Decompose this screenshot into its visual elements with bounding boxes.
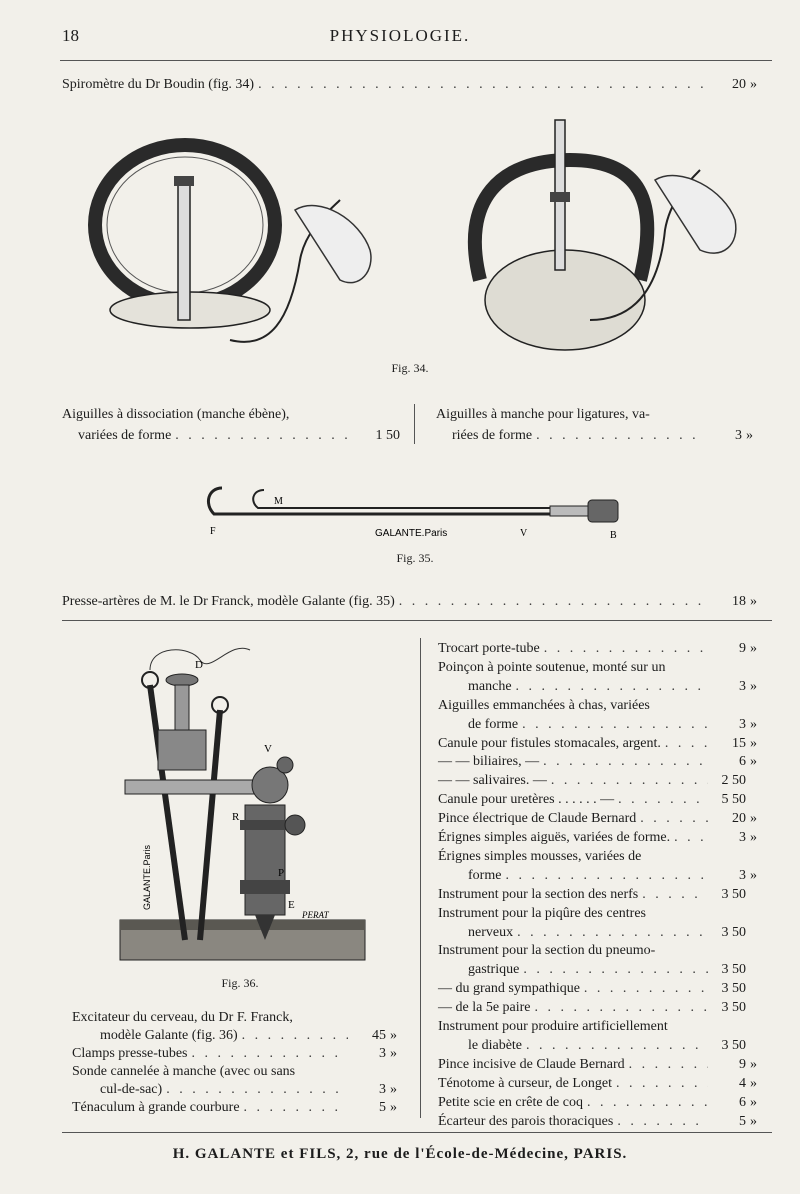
left-item-1: modèle Galante (fig. 36) . . . 45 » — [100, 1028, 412, 1044]
fig35-letter-b: B — [610, 530, 617, 541]
footer-rule — [62, 1132, 772, 1133]
right-list-item: — — biliaires, — . . . 6 » — [438, 754, 772, 770]
header-rule — [60, 60, 772, 61]
right-item-price: 3 — [739, 717, 746, 732]
right-list-item: Trocart porte-tube . . . 9 » — [438, 641, 772, 657]
column-divider — [414, 404, 415, 444]
aiguilles-dissociation-line1: Aiguilles à dissociation (manche ébène), — [62, 407, 290, 422]
right-item-price: 3 50 — [721, 1038, 746, 1053]
spirometer-figure-left — [90, 140, 390, 360]
right-item-price: 3 50 — [721, 925, 746, 940]
right-list-item: Poinçon à pointe soutenue, monté sur un — [438, 660, 666, 675]
fig36-caption: Fig. 36. — [221, 976, 259, 990]
right-item-price: 3 — [739, 868, 746, 883]
right-item-price: 3 — [739, 830, 746, 845]
right-item-price: 2 50 — [721, 773, 746, 788]
fig35-letter-f: F — [210, 526, 216, 537]
presse-arteres-figure — [200, 480, 630, 540]
fig34-caption: Fig. 34. — [391, 361, 429, 375]
spirometre-price: 20 — [732, 77, 746, 92]
left-item-4: Ténaculum à grande courbure . . . 5 » — [72, 1100, 412, 1116]
right-list-item: nerveux . . . 3 50 — [468, 925, 772, 941]
right-list-item: forme . . . 3 » — [468, 868, 772, 884]
section-rule — [62, 620, 772, 621]
right-item-price: 3 50 — [721, 887, 746, 902]
right-item-price: 3 50 — [721, 1000, 746, 1015]
fig36-letter-r: R — [232, 811, 240, 823]
right-item-price: 3 — [739, 679, 746, 694]
fig36-letter-d: D — [195, 659, 203, 671]
presse-arteres-entry: Presse-artères de M. le Dr Franck, modèle Galante (fig. 35) . . . 18 » — [62, 594, 772, 610]
right-list-item: Instrument pour produire artificiellement — [438, 1019, 668, 1034]
spirometer-figure-right — [460, 120, 760, 360]
right-list-item: manche . . . 3 » — [468, 679, 772, 695]
right-item-price: 9 — [739, 1057, 746, 1072]
right-list-item: Instrument pour la section du pneumo- — [438, 943, 656, 958]
right-list-item: Canule pour fistules stomacales, argent. . . . 15 » — [438, 736, 772, 752]
right-item-price: 3 50 — [721, 962, 746, 977]
presse-arteres-price: 18 — [732, 594, 746, 609]
right-item-price: 6 — [739, 1095, 746, 1110]
fig35-letter-m: M — [274, 496, 283, 507]
spirometre-label: Spiromètre du Dr Boudin (fig. 34) — [62, 77, 255, 92]
fig35-stamp: GALANTE.Paris — [375, 528, 448, 539]
fig36-stamp: GALANTE.Paris — [142, 844, 152, 910]
lower-column-divider — [420, 638, 421, 1118]
left-item-2: Clamps presse-tubes . . . 3 » — [72, 1046, 412, 1062]
fig35-letter-v: V — [520, 528, 528, 539]
page-title: PHYSIOLOGIE. — [329, 26, 471, 45]
right-item-price: 20 — [732, 811, 746, 826]
fig36-letter-p: P — [278, 867, 285, 879]
fig36-letter-v: V — [264, 743, 272, 755]
right-item-price: 4 — [739, 1076, 746, 1091]
right-list-item: Érignes simples mousses, variées de — [438, 849, 642, 864]
fig36-signature: PERAT — [302, 910, 329, 920]
right-list-item: Pince incisive de Claude Bernard . . . 9 » — [438, 1057, 772, 1073]
right-list-item: — — salivaires. — . . . 2 50 — [438, 773, 772, 789]
right-item-price: 3 50 — [721, 981, 746, 996]
page-number: 18 — [62, 26, 79, 45]
left-item-3: cul-de-sac) . . . 3 » — [100, 1082, 412, 1098]
aiguilles-ligatures-price: 3 — [735, 428, 742, 443]
fig36-letter-e: E — [288, 899, 295, 911]
right-list-item: Pince électrique de Claude Bernard . . . 20 » — [438, 811, 772, 827]
right-list-item: Ténotome à curseur, de Longet . . . 4 » — [438, 1076, 772, 1092]
right-item-price: 9 — [739, 641, 746, 656]
right-list-item: Instrument pour la section des nerfs . . . 3 50 — [438, 887, 772, 903]
right-list-item: gastrique . . . 3 50 — [468, 962, 772, 978]
right-list-item: le diabète . . . 3 50 — [468, 1038, 772, 1054]
presse-arteres-label: Presse-artères de M. le Dr Franck, modèle Galante (fig. 35) — [62, 594, 395, 609]
aiguilles-dissociation-entry: variées de forme . . . 1 50 — [78, 428, 400, 444]
right-item-price: 5 50 — [721, 792, 746, 807]
right-list-item: de forme . . . 3 » — [468, 717, 772, 733]
right-list-item: — du grand sympathique . . . 3 50 — [438, 981, 772, 997]
right-item-price: 6 — [739, 754, 746, 769]
aiguilles-ligatures-entry: riées de forme . . . 3 » — [452, 428, 768, 444]
right-list-item: Canule pour uretères . . . . . . — . . . 5 50 — [438, 792, 772, 808]
right-list-item: — de la 5e paire . . . 3 50 — [438, 1000, 772, 1016]
right-list-item: Écarteur des parois thoraciques . . . 5 » — [438, 1114, 772, 1130]
right-list-item: Aiguilles emmanchées à chas, variées — [438, 698, 650, 713]
left-item-3-line1: Sonde cannelée à manche (avec ou sans — [72, 1064, 296, 1079]
right-list-item: Instrument pour la piqûre des centres — [438, 906, 646, 921]
left-item-1-line1: Excitateur du cerveau, du Dr F. Franck, — [72, 1010, 293, 1025]
footer-address: H. GALANTE et FILS, 2, rue de l'École-de-Médecine, PARIS. — [172, 1146, 628, 1162]
right-item-price: 5 — [739, 1114, 746, 1129]
right-list-item: Érignes simples aiguës, variées de forme. . . . 3 » — [438, 830, 772, 846]
excitateur-figure — [110, 640, 370, 970]
aiguilles-dissociation-price: 1 50 — [375, 428, 400, 443]
aiguilles-ligatures-line1: Aiguilles à manche pour ligatures, va- — [436, 407, 650, 422]
right-list-item: Petite scie en crête de coq . . . 6 » — [438, 1095, 772, 1111]
fig35-caption: Fig. 35. — [396, 551, 434, 565]
right-item-price: 15 — [732, 736, 746, 751]
spirometre-entry: Spiromètre du Dr Boudin (fig. 34) . . . 20 » — [62, 77, 772, 93]
